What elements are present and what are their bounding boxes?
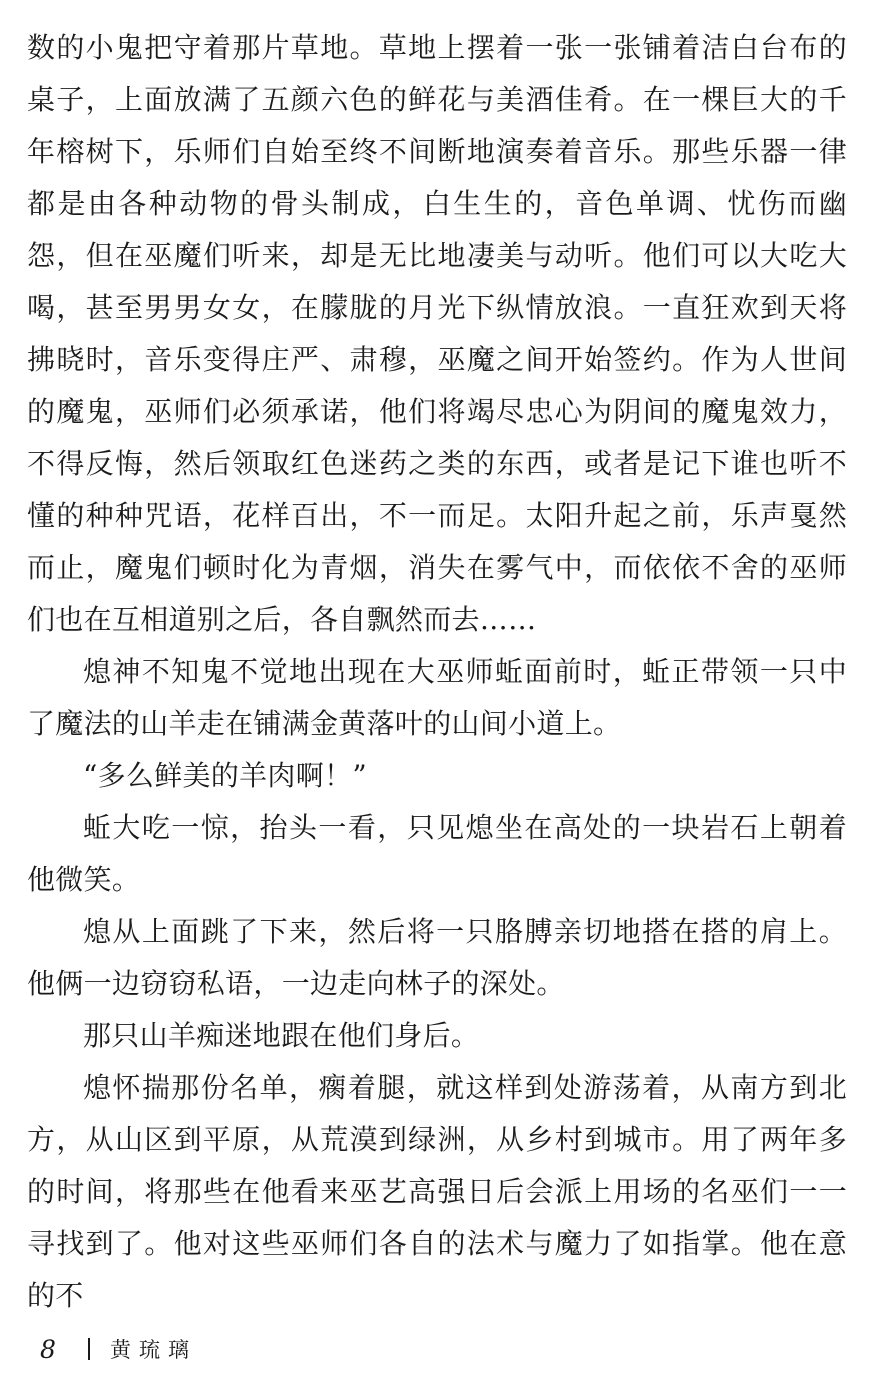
- paragraph: 数的小鬼把守着那片草地。草地上摆着一张一张铺着洁白台布的桌子，上面放满了五颜六色的鲜花与美酒佳肴。在一棵巨大的千年榕树下，乐师们自始至终不间断地演奏着音乐。那些乐器一律都是由各种动物的骨头制成，白生生的，音色单调、忧伤而幽怨，但在巫魔们听来，却是无比地凄美与动听。他们可以大吃大喝，甚至男男女女，在朦胧的月光下纵情放浪。一直狂欢到天将拂晓时，音乐变得庄严、肃穆，巫魔之间开始签约。作为人世间的魔鬼，巫师们必须承诺，他们将竭尽忠心为阴间的魔鬼效力，不得反悔，然后领取红色迷药之类的东西，或者是记下谁也听不懂的种种咒语，花样百出，不一而足。太阳升起之前，乐声戛然而止，魔鬼们顿时化为青烟，消失在雾气中，而依依不舍的巫师们也在互相道别之后，各自飘然而去……: [27, 31, 847, 636]
- paragraph: 熄神不知鬼不觉地出现在大巫师蚯面前时，蚯正带领一只中了魔法的山羊走在铺满金黄落叶的山间小道上。: [27, 655, 847, 740]
- paragraph: 那只山羊痴迷地跟在他们身后。: [83, 1019, 480, 1052]
- paragraph: 蚯大吃一惊，抬头一看，只见熄坐在高处的一块岩石上朝着他微笑。: [27, 811, 847, 896]
- paragraph: 熄从上面跳了下来，然后将一只胳膊亲切地搭在搭的肩上。他俩一边窃窃私语，一边走向林子的深处。: [27, 915, 847, 1000]
- paragraph: 熄怀揣那份名单，瘸着腿，就这样到处游荡着，从南方到北方，从山区到平原，从荒漠到绿洲，从乡村到城市。用了两年多的时间，将那些在他看来巫艺高强日后会派上用场的名巫们一一寻找到了。他对这些巫师们各自的法术与魔力了如指掌。他在意的不: [27, 1071, 847, 1312]
- body-text: [27, 22, 847, 1322]
- footer-divider: [88, 1338, 90, 1360]
- paragraph: “多么鲜美的羊肉啊！”: [83, 759, 367, 792]
- page-number: 8: [40, 1334, 56, 1364]
- page-footer: [40, 1332, 197, 1366]
- author-name: 黄琉璃: [110, 1338, 197, 1362]
